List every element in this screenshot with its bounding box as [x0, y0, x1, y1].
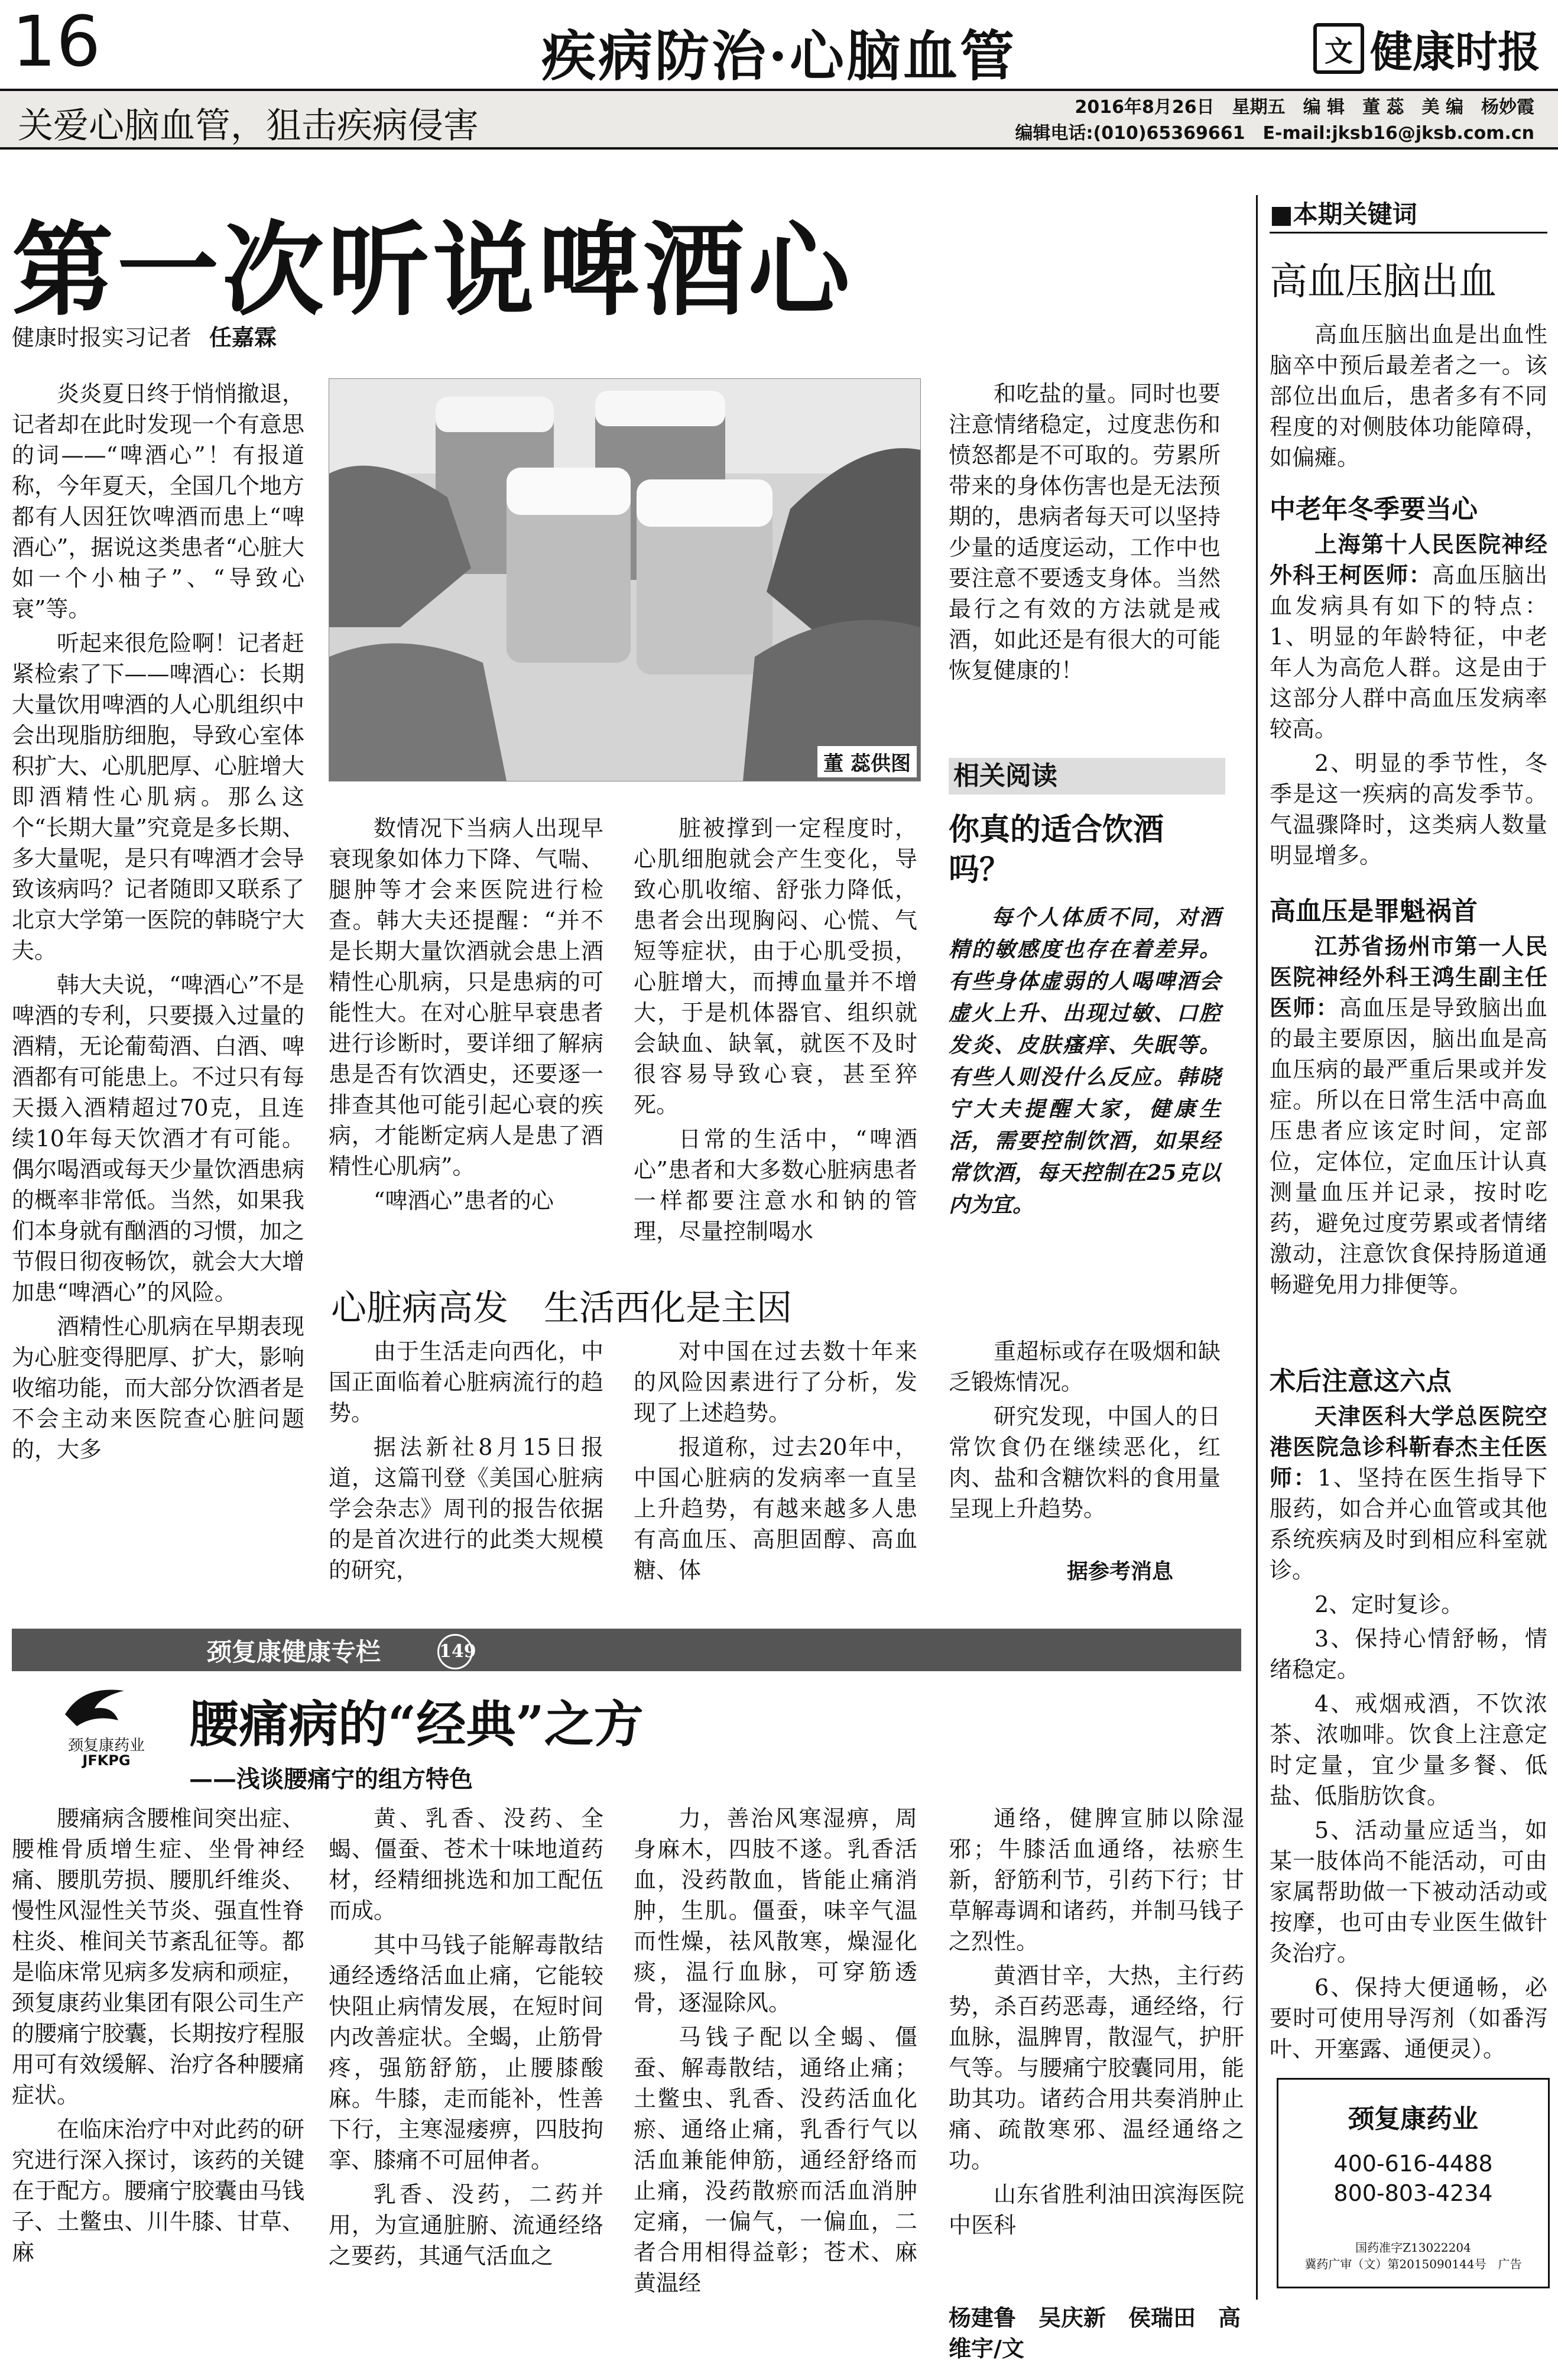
sidebar-heading: 高血压是罪魁祸首 — [1270, 896, 1478, 926]
paragraph: 据法新社8月15日报道，这篇刊登《美国心脏病学会杂志》周刊的报告依据的是首次进行的此类大规模的研究， — [329, 1434, 603, 1583]
masthead-logo-icon: 文 — [1313, 23, 1364, 74]
column-col-3 — [634, 1803, 917, 2302]
paragraph: 对中国在过去数十年来的风险因素进行了分析，发现了上述趋势。 — [634, 1338, 917, 1426]
expert-lead: 天津医科大学总医院空港医院急诊科靳春杰主任医师： — [1270, 1403, 1547, 1491]
paragraph: 韩大夫说，“啤酒心”不是啤酒的专利，只要摄入过量的酒精，无论葡萄酒、白酒、啤酒都有可能患上。不过只有每天摄入酒精超过70克，且连续10年每天饮酒才有可能。偶尔喝酒或每天少量饮酒患病的概率非常低。当然，如果我们本身就有酗酒的习惯，加之节假日彻夜畅饮，就会大大增加患“啤酒心”的风险。 — [12, 972, 304, 1305]
paragraph: 日常的生活中，“啤酒心”患者和大多数心脏病患者一样都要注意水和钠的管理，尽量控制喝水 — [634, 1126, 917, 1244]
brand-logo — [35, 1679, 177, 1768]
paragraph: 听起来很危险啊！记者赶紧检索了下——啤酒心：长期大量饮用啤酒的人心肌组织中会出现脂肪细胞，导致心室体积扩大、心肌肥厚、心脏增大即酒精性心肌病。那么这个“长期大量”究竟是多长期、多大量呢，是只有啤酒才会导致该病吗？记者随即又联系了北京大学第一医院的韩晓宁大夫。 — [12, 630, 304, 964]
related-reading-title: 你真的适合饮酒吗？ — [949, 812, 1164, 888]
expert-lead: 江苏省扬州市第一人民医院神经外科王鸿生副主任医师： — [1270, 933, 1547, 1021]
column-issue-number: 149 — [437, 1634, 473, 1669]
list-item: 3、保持心情舒畅，情绪稳定。 — [1270, 1626, 1547, 1682]
related-reading-tab: 相关阅读 — [949, 758, 1225, 795]
paragraph: 黄、乳香、没药、全蝎、僵蚕、苍术十味地道药材，经精细挑选和加工配伍而成。 — [329, 1805, 603, 1924]
masthead — [1313, 18, 1540, 79]
paragraph: 马钱子配以全蝎、僵蚕、解毒散结，通络止痛；土鳖虫、乳香、没药活血化瘀、通络止痛，乳香行气以活血兼能伸筋，通经舒络而止痛，没药散瘀而活血消肿定痛，一偏气，一偏血，二者合用相得益彰；苍术、麻黄温经 — [634, 2024, 917, 2296]
column-banner-label: 颈复康健康专栏 — [207, 1638, 381, 1666]
sidebar-heading: 中老年冬季要当心 — [1270, 494, 1478, 524]
column-article-subtitle: ——浅谈腰痛宁的组方特色 — [189, 1765, 473, 1793]
expert-lead: 上海第十人民医院神经外科王柯医师： — [1270, 531, 1547, 588]
ad-phone: 800-803-4234 — [1333, 2180, 1493, 2206]
editor-contact: 编辑电话:(010)65369661 E-mail:jksb16@jksb.com.cn — [1015, 123, 1534, 144]
ad-company-name: 颈复康药业 — [1348, 2104, 1478, 2134]
sidebar-section-1 — [1270, 529, 1547, 874]
advertisement-box — [1277, 2078, 1550, 2288]
article-col-1 — [12, 378, 304, 1468]
article-col-4 — [949, 378, 1221, 689]
article-col-3 — [634, 813, 917, 1250]
related-reading-body: 每个人体质不同，对酒精的敏感度也存在着差异。有些身体虚弱的人喝啤酒会虚火上升、出现过敏、口腔发炎、皮肤瘙痒、失眠等。有些人则没什么反应。韩晓宁大夫提醒大家，健康生活，需要控制饮酒，如果经常饮酒，每天控制在25克以内为宜。 — [949, 905, 1221, 1217]
byline-prefix: 健康时报实习记者 — [12, 325, 192, 351]
sidebar-heading: 术后注意这六点 — [1270, 1366, 1452, 1396]
paragraph: 乳香、没药，二药并用，为宣通脏腑、流通经络之要药，其通气活血之 — [329, 2181, 603, 2269]
paragraph: 由于生活走向西化，中国正面临着心脏病流行的趋势。 — [329, 1338, 603, 1426]
ad-phone: 400-616-4488 — [1333, 2151, 1493, 2177]
list-item: 6、保持大便通畅，必要时可使用导泻剂（如番泻叶、开塞露、通便灵）。 — [1270, 1974, 1547, 2062]
paragraph: 研究发现，中国人的日常饮食仍在继续恶化，红肉、盐和含糖饮料的食用量呈现上升趋势。 — [949, 1403, 1221, 1522]
byline-name: 任嘉霖 — [209, 324, 277, 351]
paragraph: 炎炎夏日终于悄悄撤退，记者却在此时发现一个有意思的词——“啤酒心”！有报道称，今年夏天，全国几个地方都有人因狂饮啤酒而患上“啤酒心”，据说这类患者“心脏大如一个小柚子”、“导致心衰”等。 — [12, 381, 304, 622]
paragraph: 高血压脑出血发病具有如下的特点：1、明显的年龄特征，中老年人为高危人群。这是由于这部分人群中高血压发病率较高。 — [1270, 562, 1547, 742]
column-col-4 — [949, 1803, 1244, 2244]
sidebar-section-2 — [1270, 931, 1547, 1304]
paragraph: 黄酒甘辛，大热，主行药势，杀百药恶毒，通经络，行血脉，温脾胃，散湿气，护肝气等。与腰痛宁胶囊同用，能助其功。诸药合用共奏消肿止痛、疏散寒邪、温经通络之功。 — [949, 1963, 1244, 2173]
paragraph: 高血压是导致脑出血的最主要原因，脑出血是高血压病的最严重后果或并发症。所以在日常生活中高血压患者应该定时间，定部位，定体位，定血压计认真测量血压并记录，按时吃药，避免过度劳累或者情绪激动，注意饮食保持肠道通畅避免用力排便等。 — [1270, 995, 1547, 1298]
keyword-title: 高血压脑出血 — [1270, 260, 1497, 304]
photo-credit: 董 蕊供图 — [817, 746, 917, 777]
news-source: 据参考消息 — [1067, 1559, 1174, 1584]
brand-bird-icon — [59, 1679, 130, 1732]
slogan: 关爱心脑血管，狙击疾病侵害 — [18, 105, 479, 147]
byline — [12, 319, 277, 352]
paragraph: “啤酒心”患者的心 — [374, 1188, 554, 1214]
paragraph: 在临床治疗中对此药的研究进行深入探讨，该药的关键在于配方。腰痛宁胶囊由马钱子、土鳖虫、川牛膝、甘草、麻 — [12, 2116, 304, 2265]
column-col-1 — [12, 1803, 304, 2271]
sidebar-section-3 — [1270, 1401, 1547, 2068]
column-article-title: 腰痛病的“经典”之方 — [189, 1695, 644, 1753]
column-authors: 杨建鲁 吴庆新 侯瑞田 高维宇/文 — [949, 2304, 1241, 2362]
page-number: 16 — [12, 1, 101, 82]
news-col-1 — [329, 1336, 603, 1589]
list-item: 2、定时复诊。 — [1314, 1591, 1464, 1617]
paragraph: 其中马钱子能解毒散结通经透络活血止痛，它能较快阻止病情发展，在短时间内改善症状。全蝎，止筋骨疼，强筋舒筋，止腰膝酸麻。牛膝，走而能补，性善下行，主寒湿痿痹，四肢拘挛、膝痛不可屈伸者。 — [329, 1932, 603, 2173]
brand-name-en: JFKPG — [82, 1752, 131, 1769]
paragraph: 和吃盐的量。同时也要注意情绪稳定，过度悲伤和愤怒都是不可取的。劳累所带来的身体伤害也是无法预期的，患病者每天可以坚持少量的适度运动，工作中也要注意不要透支身体。当然最行之有效的方法就是戒酒，如此还是有很大的可能恢复健康的！ — [949, 381, 1221, 683]
paragraph: 腰痛病含腰椎间突出症、腰椎骨质增生症、坐骨神经痛、腰肌劳损、腰肌纤维炎、慢性风湿性关节炎、强直性脊柱炎、椎间关节紊乱征等。都是临床常见病多发病和顽症，颈复康药业集团有限公司生产的腰痛宁胶囊，长期按疗程服用可有效缓解、治疗各种腰痛症状。 — [12, 1805, 304, 2108]
column-banner — [12, 1629, 1241, 1671]
masthead-title: 健康时报 — [1369, 27, 1540, 77]
ad-license-number: 冀药广审（文）第2015090144号 广告 — [1304, 2257, 1522, 2271]
beer-mugs-image — [329, 379, 920, 781]
ad-approval-number: 国药准字Z13022204 — [1355, 2240, 1471, 2255]
brand-name-cn: 颈复康药业 — [67, 1737, 145, 1755]
list-item: 4、戒烟戒酒，不饮浓茶、浓咖啡。饮食上注意定时定量，宜少量多餐、低盐、低脂肪饮食。 — [1270, 1691, 1547, 1809]
divider — [1270, 232, 1547, 234]
paragraph: 通络，健脾宣肺以除湿邪；牛膝活血通络，祛瘀生新，舒筋利节，引药下行；甘草解毒调和诸药，并制马钱子之烈性。 — [949, 1805, 1244, 1954]
edition-meta: 2016年8月26日 星期五 编 辑 董 蕊 美 编 杨妙霞 — [1075, 97, 1534, 118]
article-col-2 — [329, 813, 603, 1220]
article-headline: 第一次听说啤酒心 — [12, 210, 853, 330]
paragraph: 1、坚持在医生指导下服药，如合并心血管或其他系统疾病及时到相应科室就诊。 — [1270, 1465, 1547, 1583]
column-divider — [1256, 195, 1258, 2300]
news-col-3 — [949, 1336, 1221, 1528]
news-subhead: 心脏病高发 生活西化是主因 — [331, 1288, 792, 1329]
paragraph: 酒精性心肌病在早期表现为心脏变得肥厚、扩大，影响收缩功能，而大部分饮酒者是不会主动来医院查心脏问题的，大多 — [12, 1314, 304, 1463]
paragraph: 重超标或存在吸烟和缺乏锻炼情况。 — [949, 1338, 1221, 1395]
author-affiliation: 山东省胜利油田滨海医院中医科 — [949, 2181, 1244, 2238]
news-col-2 — [634, 1336, 917, 1589]
keyword-intro: 高血压脑出血是出血性脑卒中预后最差者之一。该部位出血后，患者多有不同程度的对侧肢体功能障碍，如偏瘫。 — [1270, 322, 1547, 471]
paragraph: 数情况下当病人出现早衰现象如体力下降、气喘、腿肿等才会来医院进行检查。韩大夫还提醒：“并不是长期大量饮酒就会患上酒精性心肌病，只是患病的可能性大。在对心脏早衰患者进行诊断时，要详细了解病患是否有饮酒史，还要逐一排查其他可能引起心衰的疾病，才能断定病人是患了酒精性心肌病”。 — [329, 815, 603, 1179]
column-col-2 — [329, 1803, 603, 2275]
list-item: 5、活动量应适当，如某一肢体尚不能活动，可由家属帮助做一下被动活动或按摩，也可由专业医生做针灸治疗。 — [1270, 1817, 1547, 1966]
keyword-tab: ■本期关键词 — [1270, 200, 1417, 229]
paragraph: 力，善治风寒湿痹，周身麻木，四肢不遂。乳香活血，没药散血，皆能止痛消肿，生肌。僵蚕，味辛气温而性燥，祛风散寒，燥湿化痰，温行血脉，可穿筋透骨，逐湿除风。 — [634, 1805, 917, 2016]
beer-toast-photo — [329, 378, 921, 782]
paragraph: 脏被撑到一定程度时，心肌细胞就会产生变化，导致心肌收缩、舒张力降低，患者会出现胸闷、心慌、气短等症状，由于心肌受损，心脏增大，而搏血量并不增大，于是机体器官、组织就会缺血、缺氧，就医不及时很容易导致心衰，甚至猝死。 — [634, 815, 917, 1118]
paragraph: 报道称，过去20年中，中国心脏病的发病率一直呈上升趋势，有越来越多人患有高血压、高胆固醇、高血糖、体 — [634, 1434, 917, 1583]
paragraph: 2、明显的季节性，冬季是这一疾病的高发季节。气温骤降时，这类病人数量明显增多。 — [1270, 750, 1547, 868]
section-title: 疾病防治·心脑血管 — [541, 24, 1017, 88]
